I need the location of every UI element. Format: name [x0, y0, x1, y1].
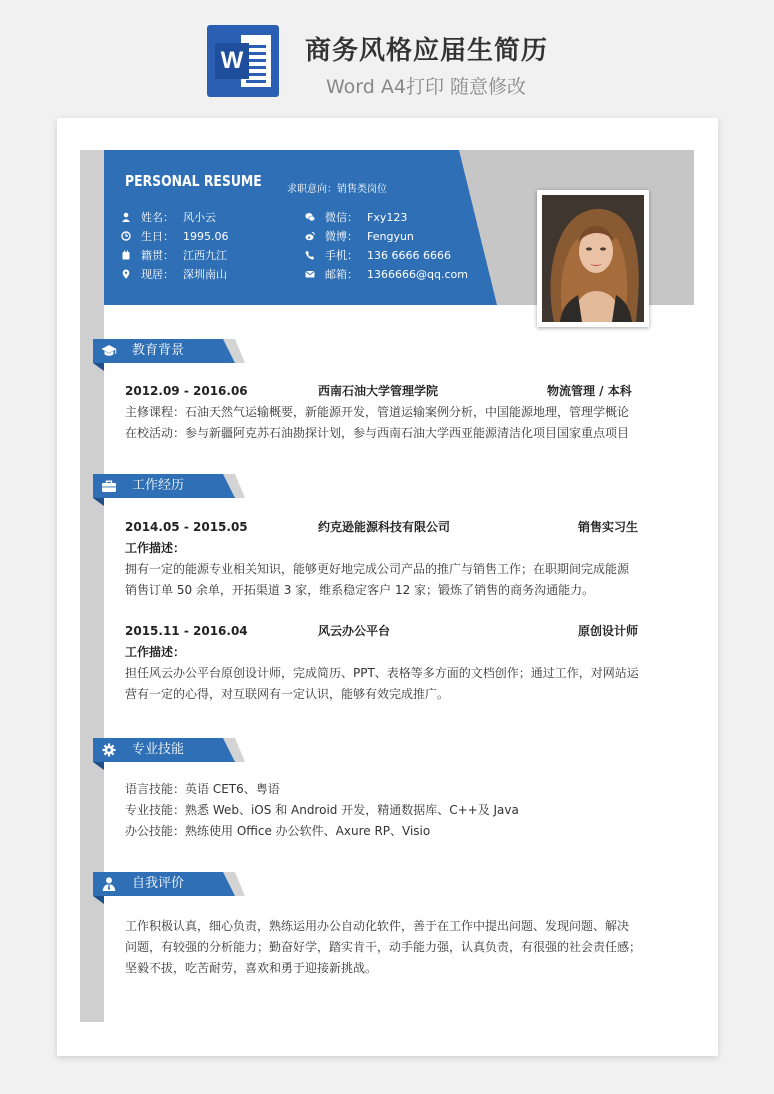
self-line: 坚毅不拔，吃苦耐劳，喜欢和勇于迎接新挑战。: [125, 961, 378, 975]
job-company: 风云办公平台: [318, 624, 391, 638]
wechat-icon: [305, 212, 315, 222]
info-phone: 手机： 136 6666 6666: [305, 249, 451, 263]
word-logo-letter: W: [215, 43, 249, 79]
job-period: 2015.11 - 2016.04: [125, 624, 248, 638]
edu-line: 在校活动：参与新疆阿克苏石油勘探计划，参与西南石油大学西亚能源清洁化项目国家重点项目: [125, 426, 630, 440]
section-title: 专业技能: [132, 742, 185, 757]
info-residence: 现居： 深圳南山: [121, 268, 227, 282]
info-birthday: 生日： 1995.06: [121, 230, 229, 244]
job-position: 销售实习生: [578, 520, 639, 534]
job-desc-line: 担任风云办公平台原创设计师，完成简历、PPT、表格等多方面的文档创作；通过工作，对网站运: [125, 666, 639, 680]
skill-line: 办公技能：熟练使用 Office 办公软件、Axure RP、Visio: [125, 824, 431, 838]
home-icon: [121, 250, 131, 260]
job-desc-line: 拥有一定的能源专业相关知识，能够更好地完成公司产品的推广与销售工作；在职期间完成能源: [125, 562, 630, 576]
profile-photo: [537, 190, 649, 327]
section-header-skills: [93, 738, 245, 770]
section-title: 工作经历: [132, 478, 185, 493]
skill-line: 专业技能：熟悉 Web、iOS 和 Android 开发，精通数据库、C++及 Java: [125, 803, 519, 817]
word-logo-icon: [207, 25, 279, 97]
job-desc-line: 营有一定的心得，对互联网有一定认识，能够有效完成推广。: [125, 687, 450, 701]
job-desc-line: 销售订单 50 余单，开拓渠道 3 家，维系稳定客户 12 家；锻炼了销售的商务沟通能力。: [125, 583, 595, 597]
weibo-icon: [305, 231, 315, 241]
edu-major: 物流管理 / 本科: [547, 384, 632, 398]
top-banner: [0, 0, 774, 110]
edu-period: 2012.09 - 2016.06: [125, 384, 248, 398]
info-name: 姓名： 风小云: [121, 211, 216, 225]
resume-title: PERSONAL RESUME: [125, 172, 262, 190]
self-line: 问题，有较强的分析能力；勤奋好学，踏实肯干，动手能力强，认真负责，有很强的社会责任感；: [125, 940, 642, 954]
section-header-education: [93, 339, 245, 371]
job-desc-label: 工作描述：: [125, 541, 186, 555]
gear-icon: [101, 743, 117, 757]
banner-title: 商务风格应届生简历: [305, 36, 549, 66]
clock-icon: [121, 231, 131, 241]
job-desc-label: 工作描述：: [125, 645, 186, 659]
avatar: [542, 195, 644, 322]
job-position: 原创设计师: [578, 624, 639, 638]
job-company: 约克逊能源科技有限公司: [318, 520, 451, 534]
banner-subtitle: Word A4打印 随意修改: [326, 76, 527, 98]
self-line: 工作积极认真，细心负责，熟练运用办公自动化软件，善于在工作中提出问题、发现问题、解决: [125, 919, 630, 933]
info-origin: 籍贯： 江西九江: [121, 249, 227, 263]
info-email: 邮箱： 1366666@qq.com: [305, 268, 468, 282]
location-icon: [121, 269, 131, 279]
skill-line: 语言技能：英语 CET6、粤语: [125, 782, 280, 796]
briefcase-icon: [101, 479, 117, 493]
job-intent: 求职意向：销售类岗位: [287, 184, 387, 195]
edu-line: 主修课程：石油天然气运输概要，新能源开发，管道运输案例分析，中国能源地理，管理学概论: [125, 405, 630, 419]
user-tie-icon: [101, 877, 117, 891]
section-title: 教育背景: [132, 343, 185, 358]
edu-school: 西南石油大学管理学院: [318, 384, 439, 398]
info-wechat: 微信： Fxy123: [305, 211, 407, 225]
graduation-cap-icon: [101, 344, 117, 358]
section-header-self: [93, 872, 245, 904]
mail-icon: [305, 269, 315, 279]
phone-icon: [305, 250, 315, 260]
section-header-work: [93, 474, 245, 506]
info-weibo: 微博： Fengyun: [305, 230, 414, 244]
section-title: 自我评价: [132, 876, 185, 891]
person-icon: [121, 212, 131, 222]
job-period: 2014.05 - 2015.05: [125, 520, 248, 534]
